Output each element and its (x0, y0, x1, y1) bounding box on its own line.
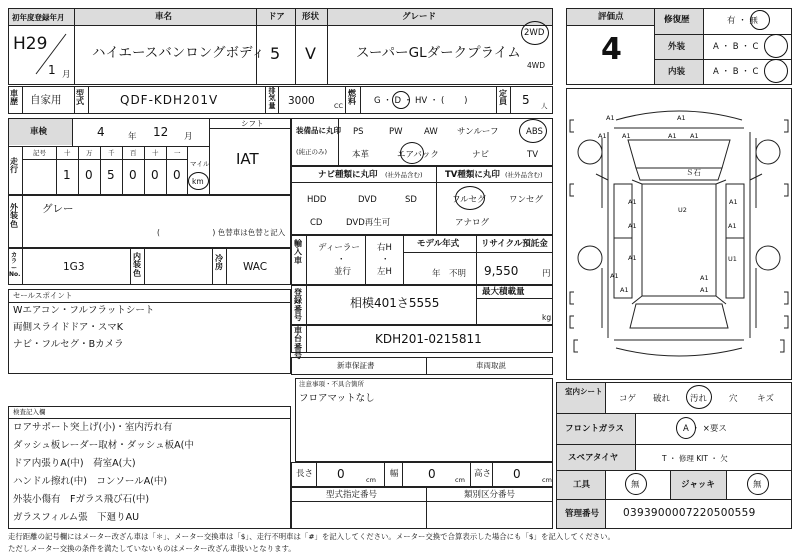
mark-3: A1 (622, 132, 631, 140)
digit-1: 0 (85, 168, 93, 182)
mark-12: A1 (610, 272, 619, 280)
tv-label: TV種類に丸印 (445, 170, 500, 180)
max-load-unit: kg (542, 313, 552, 322)
score-label: 評価点 (598, 12, 624, 22)
interior-color-label: 内装色 (133, 252, 141, 278)
color-label: 外装色 (10, 203, 18, 229)
mgmt-value: 0393900007220500559 (623, 507, 756, 519)
fuel-value: G ・ D ・ HV ・ ( ) (374, 96, 468, 106)
navi-hdd: HDD (307, 195, 327, 205)
equipment-label: 装備品に丸印 (296, 126, 341, 135)
fuel-label: 燃料 (348, 89, 356, 107)
score-value: 4 (601, 32, 622, 67)
abs-circle (519, 119, 547, 143)
windshield-circle (676, 417, 696, 439)
mark-10: A1 (728, 222, 737, 230)
model-year-value: 年 不明 (432, 269, 467, 279)
mark-5: A1 (690, 132, 699, 140)
exterior-circle (764, 34, 788, 58)
import-dot-1: ・ (337, 255, 346, 265)
eq-airbag: エアバック (397, 150, 439, 160)
use-label: 車歴 (10, 89, 18, 107)
tools-value: 無 (631, 480, 640, 490)
mark-4: A1 (668, 132, 677, 140)
shift-label: シフト (241, 119, 264, 128)
interior-label: 内装 (668, 67, 686, 77)
seat-opt-2: 汚れ (690, 394, 708, 404)
jack-value: 無 (753, 480, 762, 490)
sales-point-label: セールスポイント (13, 291, 73, 300)
max-load-label: 最大積載量 (482, 287, 525, 297)
glass-mark: Ｓ石 (686, 168, 701, 177)
sales-point-0: Wエアコン・フルフラットシート (13, 305, 155, 316)
plate-value: 相模401さ5555 (350, 296, 440, 310)
fuel-circle (392, 91, 410, 109)
mark-6: U2 (678, 206, 687, 214)
mgmt-label: 管理番号 (565, 509, 600, 519)
eq-navi: ナビ (472, 150, 490, 160)
inspection-note-1: ダッシュ板レーダー取材・ダッシュ板A(中 (13, 440, 194, 451)
unit-2: 千 (108, 149, 115, 157)
import-left: 左H (377, 267, 392, 277)
eq-pw: PW (389, 127, 403, 137)
length-value: 0 (337, 467, 345, 481)
recycle-unit: 円 (542, 269, 551, 279)
model-value: ハイエースバンロングボディ (92, 45, 265, 61)
windshield-label: フロントガラス (565, 424, 624, 434)
notes-box (295, 378, 553, 462)
fullseg-circle (455, 186, 485, 210)
mark-15: A1 (620, 286, 629, 294)
repair-circle (750, 10, 770, 30)
model-label: 車名 (155, 12, 173, 22)
inspection-month-unit: 月 (184, 132, 193, 142)
dirty-circle (686, 385, 712, 409)
unit-4: 十 (152, 149, 159, 157)
spare-label: スペアタイヤ (568, 453, 619, 463)
length-unit: cm (366, 476, 376, 484)
code-label: 記号 (33, 149, 46, 157)
reg-year-label: 初年度登録年月 (12, 13, 65, 22)
height-value: 0 (513, 467, 521, 481)
eq-sunroof: サンルーフ (457, 127, 499, 137)
height-unit: cm (542, 476, 552, 484)
mark-0: A1 (606, 114, 615, 122)
ac-value: WAC (243, 261, 268, 273)
tv-analog: アナログ (455, 218, 490, 228)
inspection-notes-label: 検査記入欄 (13, 408, 46, 416)
inspection-month: 12 (153, 125, 169, 139)
tv-fullseg: フルセグ (452, 195, 486, 205)
eq-abs: ABS (526, 127, 543, 137)
tools-circle (625, 473, 647, 495)
digit-2: 5 (107, 168, 115, 182)
color-value: グレー (42, 203, 74, 215)
tools-label: 工具 (573, 480, 591, 490)
mark-9: A1 (628, 222, 637, 230)
equipment-sub: (純正のみ) (296, 148, 328, 156)
warranty-box (291, 357, 553, 375)
jack-label: ジャッキ (681, 480, 715, 490)
mark-7: A1 (628, 198, 637, 206)
import-dot-2: ・ (381, 255, 390, 265)
width-unit: cm (455, 476, 465, 484)
color-note: ( ) 色替車は色替と記入 (157, 228, 286, 237)
footer-line-2: ただしメーター交換の条件を満たしていないものはメーター改ざん車扱いとなります。 (8, 544, 296, 553)
inspection-label: 車検 (30, 127, 48, 137)
use-value: 自家用 (30, 94, 62, 106)
ac-label: 冷房 (215, 254, 223, 272)
unit-5: 一 (174, 149, 181, 157)
door-label: ドア (268, 12, 285, 22)
height-label: 高さ (474, 469, 492, 479)
seat-opt-4: キズ (757, 394, 774, 404)
door-value: 5 (270, 44, 281, 63)
inspection-year: 4 (97, 125, 105, 139)
navi-dvd: DVD (358, 195, 377, 205)
inspection-note-2: ドア内張りA(中) 荷室A(大) (13, 458, 136, 469)
mark-14: U1 (728, 255, 737, 263)
inspection-note-0: ロアサポート突上げ(小)・室内汚れ有 (13, 422, 173, 433)
cap-unit: 人 (541, 102, 548, 110)
seat-opt-0: コゲ (619, 394, 637, 404)
repair-options: 有 ・ 無 (727, 16, 758, 26)
class-number-label: 類別区分番号 (464, 490, 516, 500)
digit-0: 1 (63, 168, 71, 182)
import-parallel: 並行 (334, 267, 352, 277)
seat-opt-3: 穴 (729, 394, 738, 404)
type-label: 型式 (76, 89, 84, 107)
windshield-value: A ・ ×要ス (683, 424, 727, 434)
type-designation-label: 型式指定番号 (326, 490, 378, 500)
unit-0: 十 (64, 149, 71, 157)
import-right: 右H (377, 243, 392, 253)
reg-month-unit: 月 (62, 70, 71, 80)
drive-4wd: 4WD (527, 61, 545, 70)
exterior-grades: A ・ B ・ C (713, 42, 759, 52)
seat-label: 室内シート (565, 387, 603, 396)
eq-tv: TV (527, 150, 539, 160)
row2-box (8, 86, 553, 114)
recycle-value: 9,550 (484, 264, 519, 278)
grade-label: グレード (402, 12, 437, 22)
import-dealer: ディーラー (318, 243, 360, 253)
mark-13: A1 (700, 274, 709, 282)
reg-era: H29 (13, 34, 48, 54)
km-label: km (192, 177, 204, 186)
drive-2wd: 2WD (524, 28, 545, 38)
manual-label: 車両取説 (476, 361, 506, 370)
shift-value: IAT (236, 150, 259, 168)
grade-value: スーパーGLダークプライム (356, 45, 521, 61)
cap-label: 定員 (499, 89, 507, 107)
chassis-value: KDH201-0215811 (375, 332, 482, 346)
tv-sub: (社外品含む) (505, 171, 543, 179)
digit-5: 0 (173, 168, 181, 182)
tv-oneseg: ワンセグ (509, 195, 544, 205)
inspection-note-4: 外装小傷有 Fガラス飛び石(中) (13, 494, 150, 505)
recycle-label: リサイクル預託金 (481, 239, 548, 249)
color-no-value: 1G3 (63, 261, 85, 273)
exterior-label: 外装 (668, 42, 686, 52)
eq-ps: PS (353, 127, 364, 137)
jack-circle (747, 473, 769, 495)
shape-label: 形状 (302, 12, 320, 22)
mark-2: A1 (598, 132, 607, 140)
mile-label: マイル (190, 160, 210, 168)
mark-16: A1 (700, 286, 709, 294)
import-label: 輸入車 (294, 239, 302, 265)
interior-circle (764, 59, 788, 83)
interior-grades: A ・ B ・ C (713, 67, 759, 77)
plate-label: 登録番号 (294, 288, 302, 323)
navi-label: ナビ種類に丸印 (318, 170, 378, 180)
width-label: 幅 (390, 469, 399, 479)
inspection-year-unit: 年 (128, 132, 137, 142)
mileage-label: 走行 (10, 157, 18, 175)
unit-1: 万 (86, 149, 93, 157)
disp-value: 3000 (288, 95, 315, 107)
navi-sd: SD (405, 195, 417, 205)
eq-aw: AW (424, 127, 438, 137)
cap-value: 5 (522, 93, 530, 107)
navi-cd: CD (310, 218, 323, 228)
seat-opt-1: 破れ (653, 394, 671, 404)
mark-11: A1 (628, 254, 637, 262)
repair-label: 修復歴 (664, 15, 690, 25)
navi-sub: (社外品含む) (385, 171, 423, 179)
color-no-label: カラーNo. (9, 252, 21, 278)
footer-line-1: 走行距離の記号欄にはメーター改ざん車は「＊」、メーター交換車は「$」、走行不明車は「#」を記入してください。メーター交換で合算表示した場合にも「$」を記入してください。 (8, 532, 615, 541)
mark-8: A1 (729, 198, 738, 206)
inspection-note-5: ガラスフィルム張 下廻りAU (13, 512, 140, 523)
spare-value: T ・ 修理 KIT ・ 欠 (662, 454, 728, 463)
notes-label: 注意事項・不具合箇所 (299, 380, 364, 388)
mark-1: A1 (677, 114, 686, 122)
length-label: 長さ (296, 469, 314, 479)
inspection-note-3: ハンドル擦れ(中) コンソールA(中) (13, 476, 168, 487)
airbag-circle (400, 142, 424, 164)
sales-point-1: 両側スライドドア・スマK (13, 322, 123, 333)
eq-leather: 本革 (352, 150, 370, 160)
type-value: QDF-KDH201V (120, 93, 219, 107)
reg-month: 1 (48, 63, 56, 77)
cc-unit: CC (334, 102, 344, 110)
unit-3: 百 (130, 149, 137, 157)
navi-dvd-play: DVD再生可 (346, 218, 391, 228)
chassis-label: 車台番号 (294, 326, 302, 361)
sales-point-2: ナビ・フルセグ・Bカメラ (13, 339, 124, 350)
notes-value: フロアマットなし (299, 393, 375, 404)
width-value: 0 (428, 467, 436, 481)
digit-4: 0 (151, 168, 159, 182)
disp-label: 排気量 (268, 87, 276, 110)
model-year-label: モデル年式 (417, 239, 460, 249)
digit-3: 0 (129, 168, 137, 182)
warranty-label: 新車保証書 (337, 361, 375, 370)
shape-value: V (305, 44, 316, 63)
